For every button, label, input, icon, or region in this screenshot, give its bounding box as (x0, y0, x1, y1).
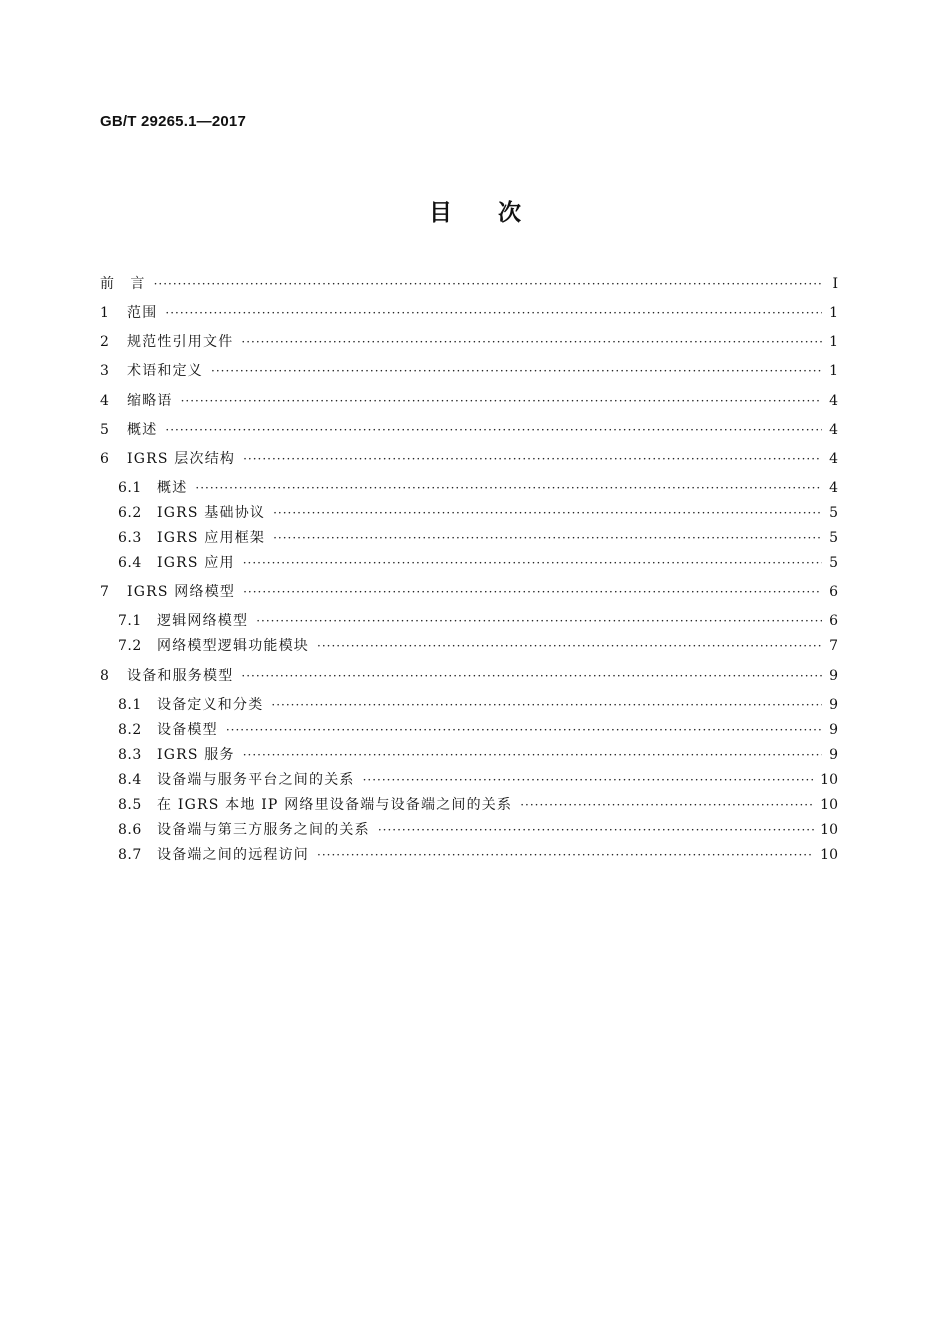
toc-entry-label: IGRS 应用框架 (157, 530, 266, 546)
toc-entry-page: 1 (829, 334, 838, 350)
toc-dot-leader (181, 390, 822, 412)
toc-entry-label: IGRS 基础协议 (157, 505, 266, 521)
toc-dot-leader (317, 635, 822, 657)
toc-entry-page: Ⅰ (832, 276, 838, 292)
toc-entry-number: 8 (100, 668, 110, 684)
toc-entry-page: 4 (829, 480, 838, 496)
toc-entry-label: IGRS 层次结构 (127, 451, 236, 467)
toc-entry[interactable] (100, 273, 838, 295)
toc-entry-number: 8.5 (118, 797, 142, 813)
toc-dot-leader (241, 331, 822, 353)
toc-entry-page: 10 (820, 797, 838, 813)
toc-entry-label: 设备端之间的远程访问 (157, 847, 309, 863)
toc-entry-number: 1 (100, 305, 110, 321)
toc-entry[interactable] (118, 477, 838, 499)
toc-entry[interactable] (100, 360, 838, 382)
toc-dot-leader (243, 448, 822, 470)
toc-entry[interactable] (118, 719, 838, 741)
toc-entry[interactable] (118, 694, 838, 716)
toc-entry[interactable] (118, 844, 838, 866)
toc-entry-page: 6 (829, 613, 838, 629)
toc-entry-label: 设备定义和分类 (157, 697, 264, 713)
toc-entry-page: 7 (829, 638, 838, 654)
toc-entry[interactable] (100, 448, 838, 470)
toc-entry-number: 6 (100, 451, 110, 467)
toc-entry[interactable] (118, 552, 838, 574)
toc-entry-label: IGRS 服务 (157, 747, 235, 763)
toc-entry[interactable] (118, 744, 838, 766)
toc-entry-page: 4 (829, 422, 838, 438)
toc-entry-page: 6 (829, 584, 838, 600)
toc-entry-label: 设备端与服务平台之间的关系 (157, 772, 355, 788)
toc-entry-number: 6.1 (118, 480, 142, 496)
toc-entry-number: 6.4 (118, 555, 142, 571)
toc-dot-leader (273, 527, 822, 549)
toc-entry-page: 9 (829, 697, 838, 713)
toc-entry-page: 10 (820, 822, 838, 838)
toc-entry-label: IGRS 网络模型 (127, 584, 236, 600)
toc-entry[interactable] (100, 665, 838, 687)
toc-entry-number: 4 (100, 393, 110, 409)
toc-dot-leader (243, 552, 822, 574)
toc-entry[interactable] (118, 794, 838, 816)
toc-dot-leader (243, 744, 822, 766)
toc-entry-page: 4 (829, 393, 838, 409)
toc-dot-leader (211, 360, 822, 382)
toc-entry-label: IGRS 应用 (157, 555, 235, 571)
toc-entry-number: 6.2 (118, 505, 142, 521)
toc-entry[interactable] (118, 635, 838, 657)
toc-entry-label: 范围 (127, 305, 158, 321)
toc-entry-label: 在 IGRS 本地 IP 网络里设备端与设备端之间的关系 (157, 797, 513, 813)
toc-dot-leader (363, 769, 815, 791)
toc-entry-label: 设备和服务模型 (127, 668, 234, 684)
toc-entry[interactable] (100, 419, 838, 441)
toc-entry-page: 9 (829, 722, 838, 738)
toc-dot-leader (226, 719, 822, 741)
toc-entry[interactable] (118, 769, 838, 791)
toc-entry-label: 概述 (127, 422, 158, 438)
page-title (0, 194, 950, 227)
toc-dot-leader (520, 794, 814, 816)
toc-entry-number: 7.1 (118, 613, 142, 629)
toc-dot-leader (273, 502, 822, 524)
toc-entry-number: 6.3 (118, 530, 142, 546)
toc-entry-label: 设备端与第三方服务之间的关系 (157, 822, 370, 838)
toc-entry-page: 4 (829, 451, 838, 467)
toc-entry-number: 8.6 (118, 822, 142, 838)
toc-entry-label: 概述 (157, 480, 188, 496)
toc-entry-page: 10 (820, 847, 838, 863)
toc-entry-page: 10 (820, 772, 838, 788)
toc-dot-leader (243, 581, 822, 603)
toc-dot-leader (241, 665, 822, 687)
toc-entry[interactable] (118, 527, 838, 549)
toc-entry-label: 设备模型 (157, 722, 218, 738)
toc-entry-page: 1 (829, 363, 838, 379)
toc-entry[interactable] (118, 502, 838, 524)
toc-entry-page: 9 (829, 747, 838, 763)
standard-code: GB/T 29265.1—2017 (100, 113, 246, 130)
toc-dot-leader (165, 302, 822, 324)
toc-entry[interactable] (100, 390, 838, 412)
toc-entry-label: 前 言 (100, 276, 146, 292)
title-char-1: 目 (429, 200, 452, 226)
toc-entry-page: 5 (829, 555, 838, 571)
toc-entry[interactable] (100, 581, 838, 603)
toc-entry[interactable] (118, 610, 838, 632)
toc-entry-label: 逻辑网络模型 (157, 613, 249, 629)
toc-entry-number: 7 (100, 584, 110, 600)
toc-entry-label: 规范性引用文件 (127, 334, 234, 350)
toc-entry-label: 术语和定义 (127, 363, 203, 379)
toc-entry-page: 5 (829, 530, 838, 546)
toc-entry[interactable] (100, 331, 838, 353)
toc-entry-number: 8.3 (118, 747, 142, 763)
toc-dot-leader (317, 844, 814, 866)
toc-entry-page: 5 (829, 505, 838, 521)
title-char-2: 次 (498, 200, 521, 226)
toc-entry-label: 缩略语 (127, 393, 173, 409)
toc-dot-leader (154, 273, 822, 295)
toc-entry-number: 2 (100, 334, 110, 350)
toc-entry[interactable] (118, 819, 838, 841)
toc-entry-number: 3 (100, 363, 110, 379)
toc-entry-number: 7.2 (118, 638, 142, 654)
toc-entry-page: 1 (829, 305, 838, 321)
toc-dot-leader (165, 419, 822, 441)
toc-entry-label: 网络模型逻辑功能模块 (157, 638, 309, 654)
toc-dot-leader (378, 819, 814, 841)
toc-entry-number: 5 (100, 422, 110, 438)
toc-entry-number: 8.2 (118, 722, 142, 738)
toc-entry[interactable] (100, 302, 838, 324)
toc-entry-number: 8.7 (118, 847, 142, 863)
toc-dot-leader (271, 694, 822, 716)
toc-entry-number: 8.4 (118, 772, 142, 788)
toc-entry-page: 9 (829, 668, 838, 684)
toc-dot-leader (195, 477, 822, 499)
toc-dot-leader (256, 610, 822, 632)
toc-entry-number: 8.1 (118, 697, 142, 713)
